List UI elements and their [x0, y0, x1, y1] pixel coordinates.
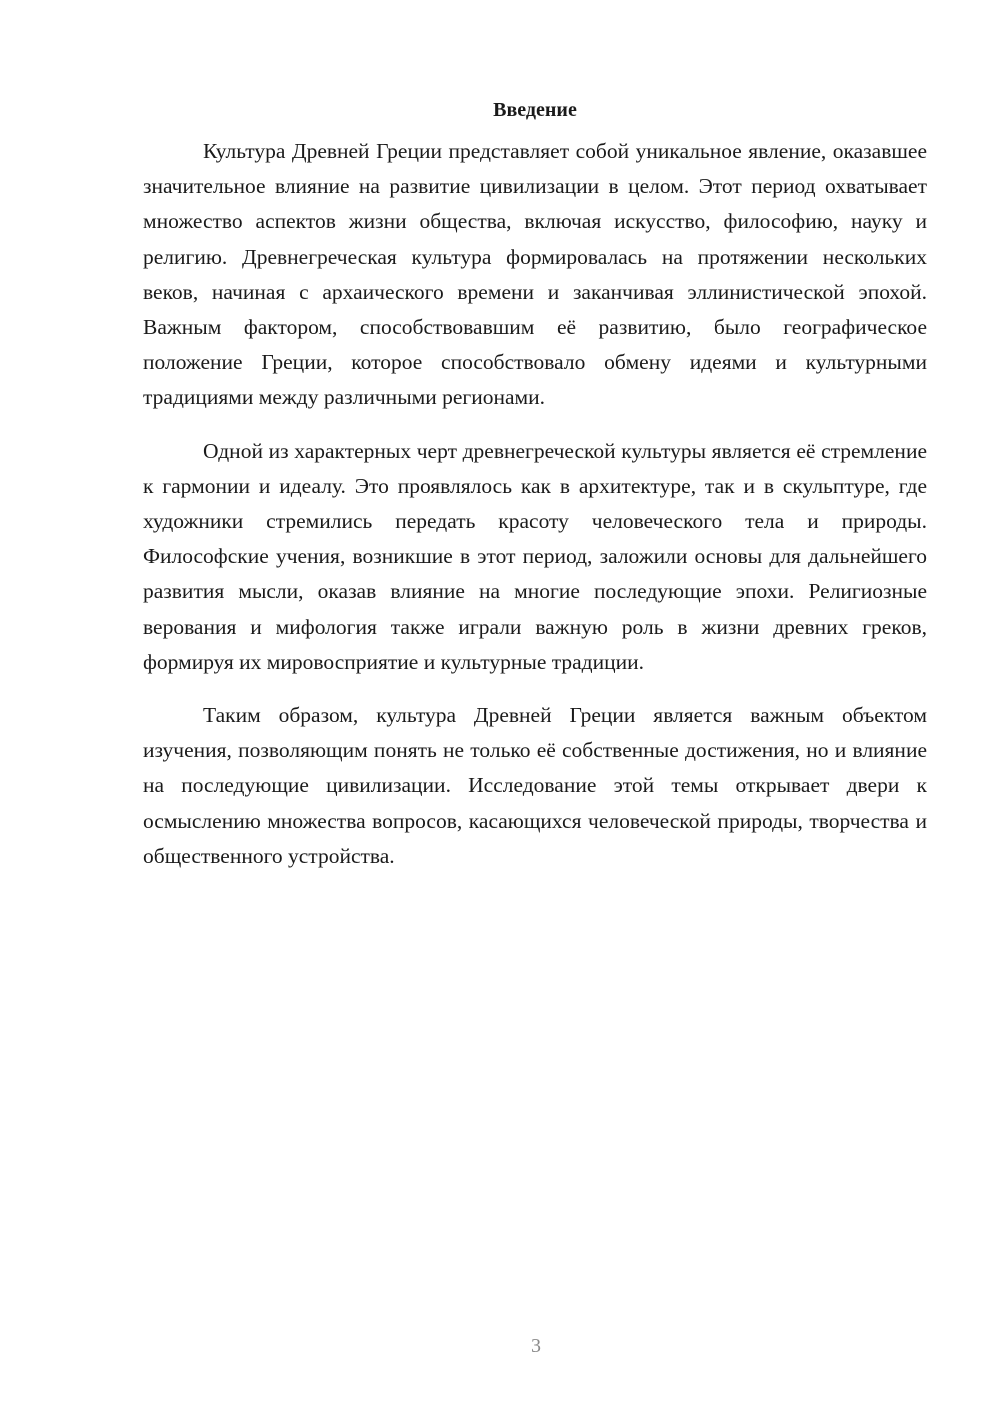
page-content: [143, 96, 927, 874]
section-title: Введение: [493, 99, 577, 121]
paragraph-1: Культура Древней Греции представляет собой уникальное явление, оказавшее значительное влияние на развитие цивилизации в целом. Этот период охватывает множество аспектов жизни общества, включая искусство, философию, науку и религию. Древнегреческая культура формировалась на протяжении нескольких веков, начиная с архаического времени и заканчивая эллинистической эпохой. Важным фактором, способствовавшим её развитию, было географическое положение Греции, которое способствовало обмену идеями и культурными традициями между различными регионами.: [143, 139, 927, 410]
paragraph-2: Одной из характерных черт древнегреческой культуры является её стремление к гармонии и идеалу. Это проявлялось как в архитектуре, так и в скульптуре, где художники стремились передать красоту человеческого тела и природы. Философские учения, возникшие в этот период, заложили основы для дальнейшего развития мысли, оказав влияние на многие последующие эпохи. Религиозные верования и мифология также играли важную роль в жизни древних греков, формируя их мировосприятие и культурные традиции.: [143, 438, 927, 674]
paragraph-3: Таким образом, культура Древней Греции является важным объектом изучения, позволяющим понять не только её собственные достижения, но и влияние на последующие цивилизации. Исследование этой темы открывает двери к осмыслению множества вопросов, касающихся человеческой природы, творчества и общественного устройства.: [143, 703, 927, 868]
page-number: 3: [531, 1335, 541, 1357]
